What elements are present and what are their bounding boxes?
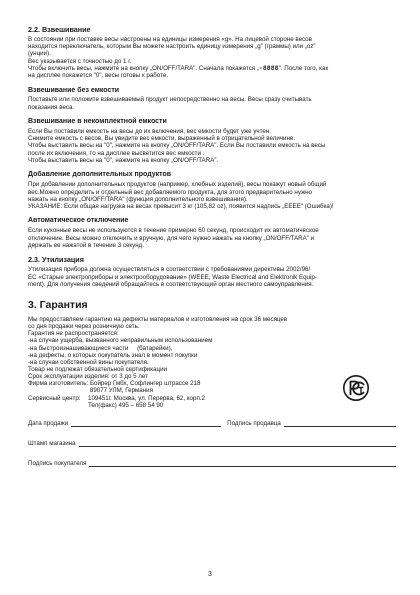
section-adding-products <box>28 171 396 210</box>
manufacturer-line: Фирма изготовитель: Бойрер Гмбх, Софлингер штрассе 218 <box>28 380 201 388</box>
warranty-line: -на дефекты, о которых покупатель знал в момент покупки <box>28 351 198 359</box>
seller-signature-line[interactable] <box>284 421 396 427</box>
shop-stamp-label: Штамп магазина <box>28 439 76 447</box>
text-line: Если Вы поставили емкость на весы до их включения, вес емкости будет уже учтен. <box>28 128 271 136</box>
text-line: вес.Можно определить и отдельный вес добавляемого продукта, для этого предварительно нужно <box>28 188 312 196</box>
warranty-body <box>28 316 396 409</box>
sale-date-label: Дата продажи <box>28 419 69 427</box>
text-line: показания веса. <box>28 103 75 111</box>
service-center-label: Сервисный центр: <box>28 394 81 402</box>
section-title-no-container: Взвешивание без емкости <box>28 86 120 94</box>
section-disposal <box>28 256 396 288</box>
text-line: Вес указывается с точностью до 1 г. <box>28 57 132 65</box>
field-row-sale <box>28 419 396 427</box>
section-title-disposal: 2.3. Утилизация <box>28 255 84 265</box>
warranty-line: Срок эксплуатации изделия: от 3 до 5 лет <box>28 373 148 381</box>
text-line: Утилизация прибора должна осуществляться в соответствии с требованиями директивы 2002/96/ <box>28 266 311 274</box>
service-center-address: 109451г. Москва, ул. Перерва, 62, корп.2 <box>88 394 205 402</box>
text-fragment: ". После того, как <box>278 64 329 72</box>
pct-certification-logo <box>342 374 370 402</box>
text-line: В состоянии при поставке весы настроены на единицы измерения «g». На лицевой стороне весов <box>28 36 312 44</box>
text-line: на дисплее покажется "0", весы готовы к работе. <box>28 71 169 79</box>
text-line: находится переключатель, которым Вы можете настроить единицу измерения „g" (граммы) или „oz" <box>28 43 316 51</box>
text-fragment: Чтобы включить весы, нажмите на кнопку „ON/OFF/TARA". Сначала покажется „ <box>28 64 259 72</box>
text-line: ment). Для получения сведений обращайтесь в соответствующий орган местного самоуправления. <box>28 280 314 288</box>
text-line: При добавлении дополнительных продуктов (например, хлебных изделий), весы покажут новый общий <box>28 181 327 189</box>
text-line: Снимите емкость с весов, Вы увидите вес емкости, выраженный в отрицательной величине. <box>28 135 296 143</box>
warranty-line: -на быстроизнашивающиеся части (батарейки), <box>28 344 173 352</box>
seller-signature-label: Подпись продавца <box>227 419 281 427</box>
warranty-title: 3. Гарантия <box>28 298 88 311</box>
warranty-line: Товар не подлежат обязательной сертификации <box>28 366 168 373</box>
text-line-note: УКАЗАНИЕ: Если общая нагрузка на весах превысит 3 кг (105,82 oz), появится надпись „EEEE" (Ошибка)! <box>28 202 334 210</box>
sale-date-line[interactable] <box>71 421 221 427</box>
warranty-fields <box>28 419 396 467</box>
section-title-container: Взвешивание в некомплектной емкости <box>28 118 167 126</box>
section-title-auto-off: Автоматическое отключение <box>28 217 129 225</box>
section-title-weighing: 2.2. Взвешивание <box>28 25 91 34</box>
text-line-power-on <box>28 65 396 72</box>
service-center <box>28 395 396 402</box>
section-weighing <box>28 26 396 79</box>
service-center-phone-row <box>28 402 396 409</box>
field-row-stamp <box>28 439 396 447</box>
buyer-signature-label: Подпись покупателя <box>28 459 87 467</box>
buyer-signature-line[interactable] <box>89 461 396 467</box>
text-line: Чтобы выставить весы на "0", нажмите на кнопку „ON/OFF/TARA". Если Вы поставили емкость на весы <box>28 142 326 150</box>
text-line: (унции). <box>28 50 51 58</box>
field-row-buyer <box>28 459 396 467</box>
service-center-phone: Тел(факс) 495 – 658 54 90 <box>88 401 164 409</box>
warranty-line: Мы предоставляем гарантию на дефекты материалов и изготовления на срок 36 месяцев <box>28 315 288 323</box>
warranty-line: со дня продажи через розничную сеть. <box>28 323 140 331</box>
shop-stamp-line[interactable] <box>79 441 396 447</box>
text-line: держать ее нажатой в течение 3 секунд. <box>28 241 145 249</box>
text-line: отключение. Весы можно отключить и вручную, для чего нужно нажать на кнопку „ON/OFF/TARA" и <box>28 234 315 242</box>
section-container <box>28 118 396 164</box>
warranty-line: -на случаи ущерба, вызванного неправильным использованием <box>28 337 213 345</box>
section-title-adding-products: Добавление дополнительных продуктов <box>28 171 172 179</box>
page-content <box>28 26 396 479</box>
page-number: 3 <box>208 571 212 578</box>
text-line: Если кухонные весы не используются в течение примерно 60 секунд, происходит их автоматическое <box>28 227 319 235</box>
section-no-container <box>28 87 396 111</box>
text-line: нажать на кнопку „ON/OFF/TARA" (функция дополнительного взвешивания). <box>28 195 248 203</box>
manufacturer-address-line: 89077 УЛМ, Германия <box>28 387 153 395</box>
text-line: Чтобы выставить весы на "0", нажмите на кнопку „ON/OFF/TARA". <box>28 156 219 164</box>
warranty-line: -на случаи собственной вины покупателя. <box>28 358 149 366</box>
text-line: ЕС «Старые электроприборы и электрооборудование» (WEEE, Waste Electrical and Elektronik Equip- <box>28 273 317 281</box>
text-line: после их включения, то на дисплее высветится вес емкости . <box>28 149 205 157</box>
warranty-line: Гарантия не распространяется: <box>28 330 119 338</box>
display-readout: -8888 <box>258 64 279 72</box>
section-auto-off <box>28 217 396 248</box>
text-line: Поставьте или положите взвешиваемый продукт непосредственно на весы. Весы сразу считывать <box>28 96 312 104</box>
